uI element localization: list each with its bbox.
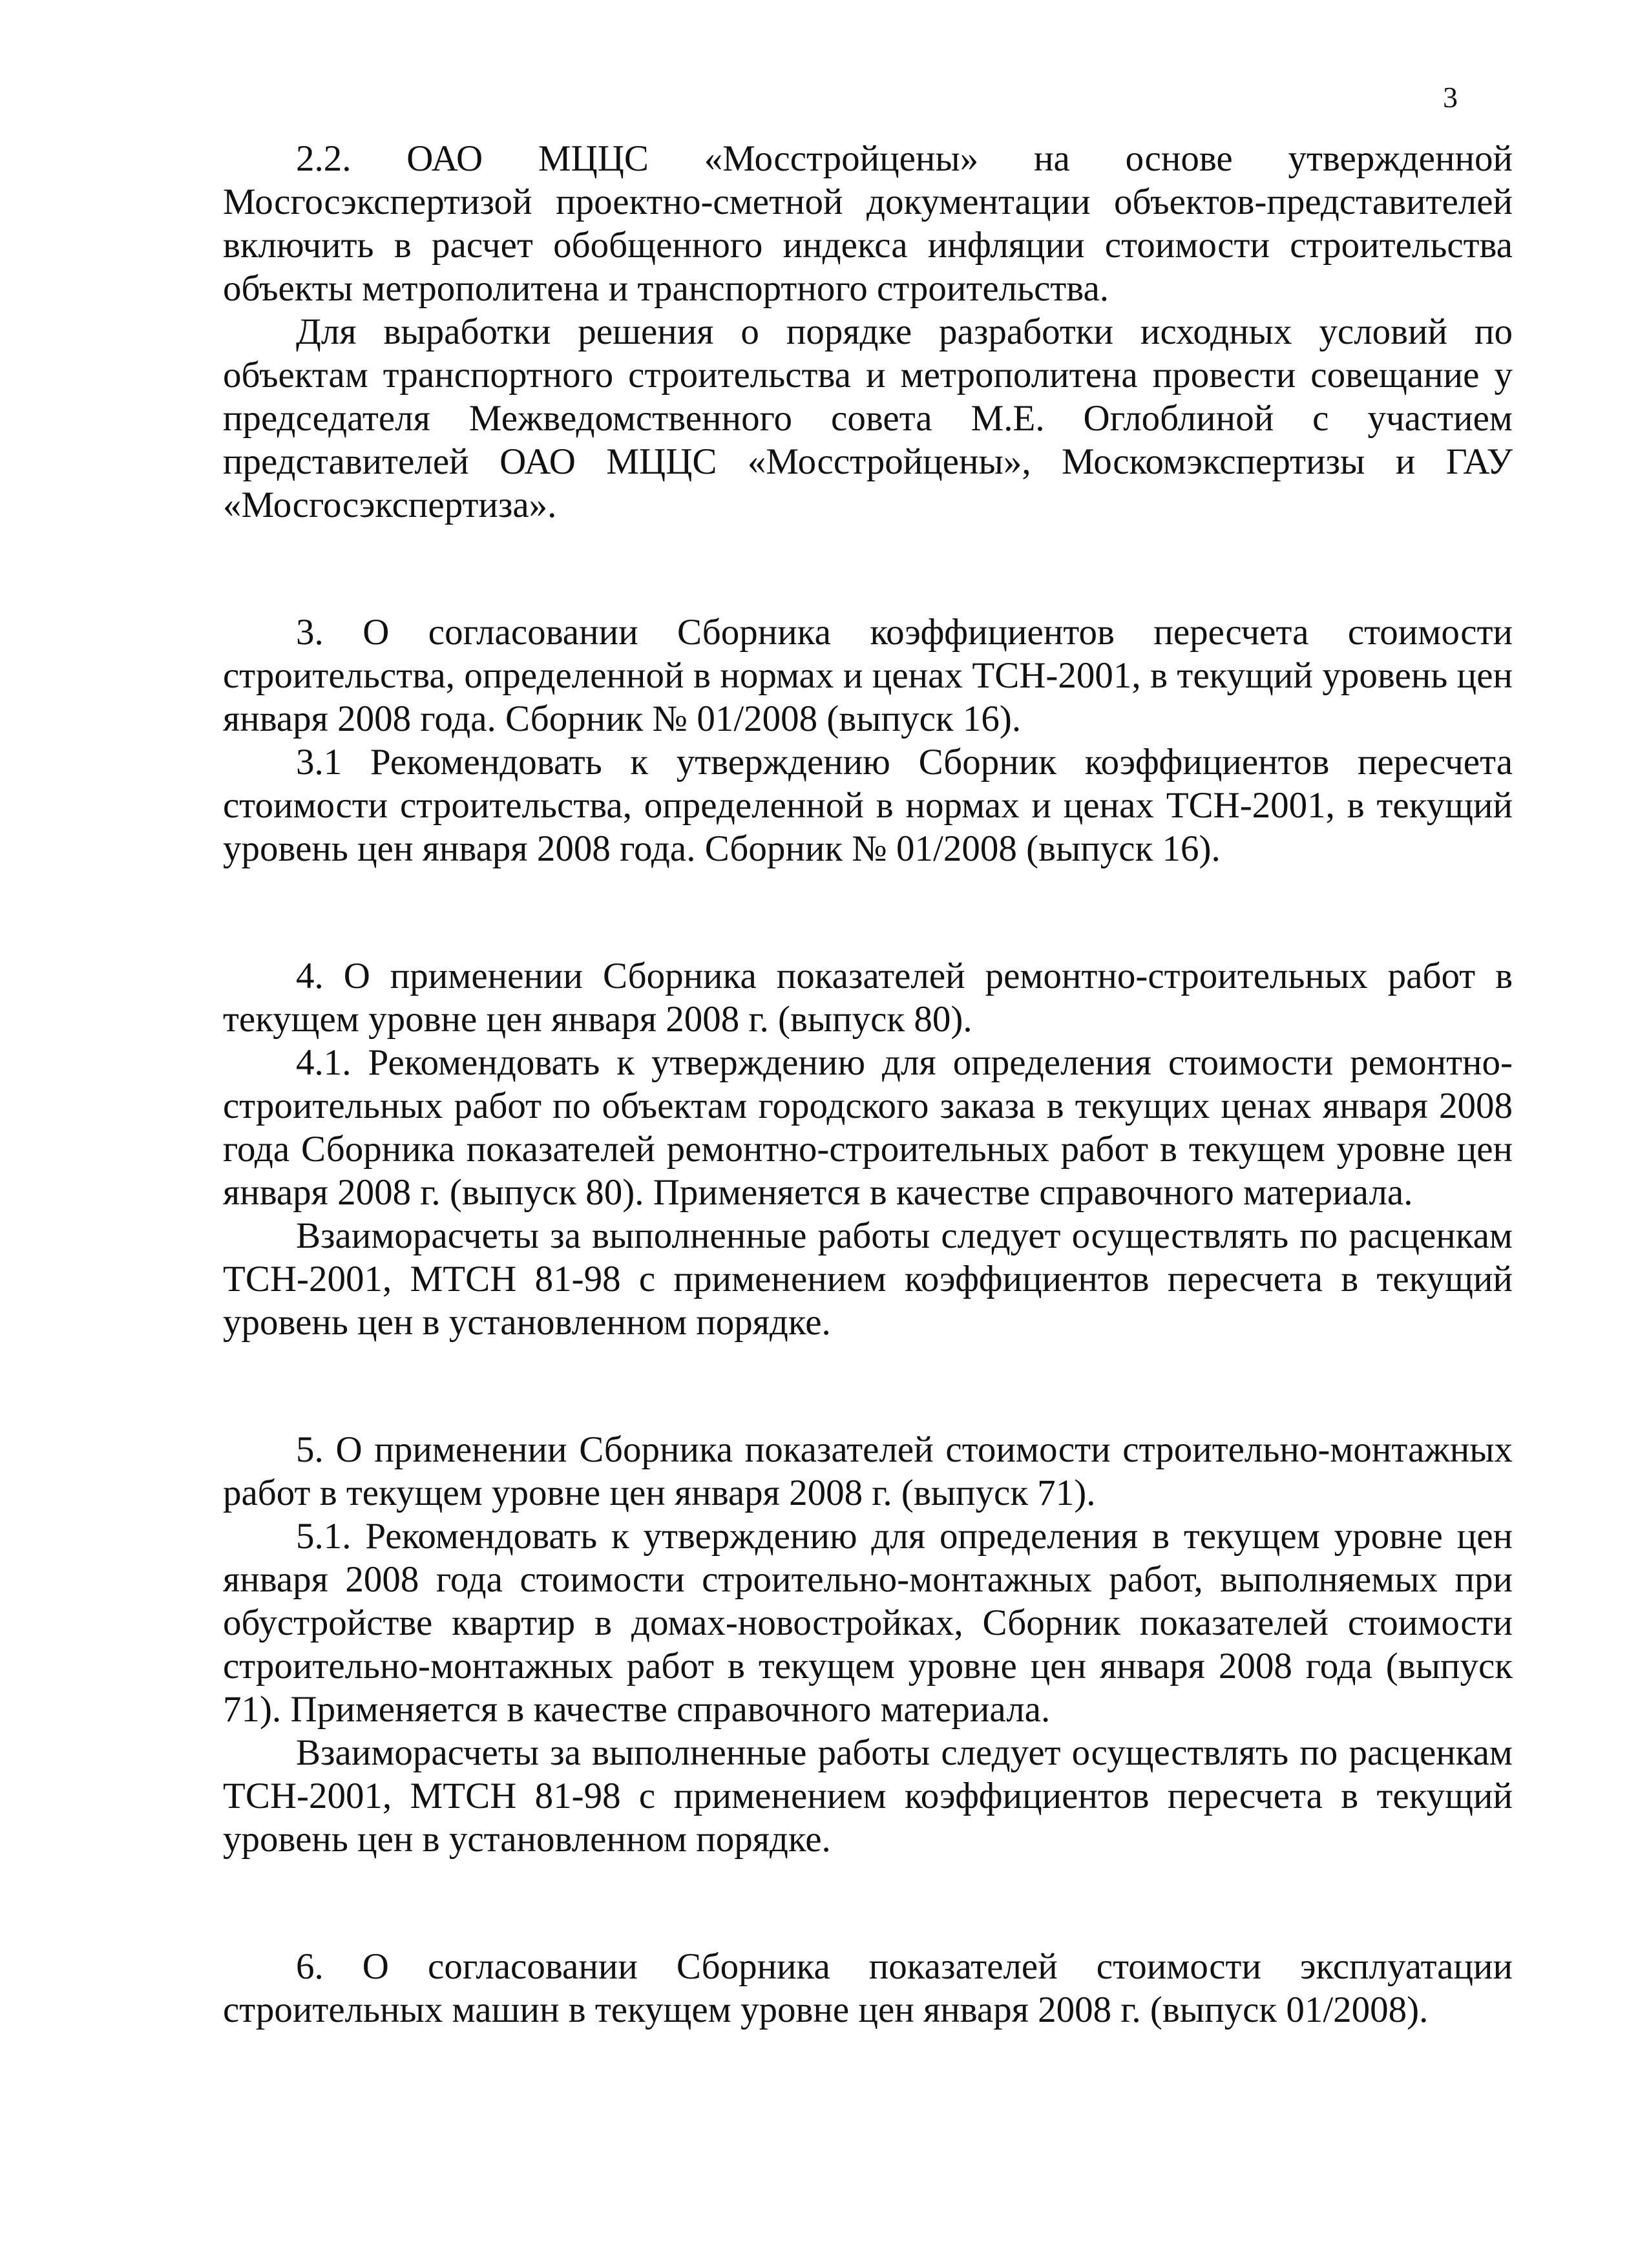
- paragraph: 6. О согласовании Сборника показателей стоимости эксплуатации строительных машин в текущем уровне цен января 2008 г. (выпуск 01/2008).: [223, 1946, 1513, 2030]
- paragraph: 4.1. Рекомендовать к утверждению для определения стоимости ремонтно-строительных работ по объектам городского заказа в текущих ценах января 2008 года Сборника показателей ремонтно-строительных работ в текущем уровне цен января 2008 г. (выпуск 80). Применяется в качестве справочного материала.: [223, 1042, 1513, 1213]
- paragraph: 5.1. Рекомендовать к утверждению для определения в текущем уровне цен января 2008 года стоимости строительно-монтажных работ, выполняемых при обустройстве квартир в домах-новостройках, Сборник показателей стоимости строительно-монтажных работ в текущем уровне цен января 2008 года (выпуск 71). Применяется в качестве справочного материала.: [223, 1516, 1513, 1730]
- section-6: [223, 1945, 1513, 2032]
- paragraph: Взаиморасчеты за выполненные работы следует осуществлять по расценкам ТСН-2001, МТСН 81-98 с применением коэффициентов пересчета в текущий уровень цен в установленном порядке.: [223, 1215, 1513, 1343]
- section-2-2: [223, 137, 1513, 527]
- paragraph: 5. О применении Сборника показателей стоимости строительно-монтажных работ в текущем уровне цен января 2008 г. (выпуск 71).: [223, 1429, 1513, 1513]
- section-5: [223, 1428, 1513, 1861]
- paragraph: 3.1 Рекомендовать к утверждению Сборник коэффициентов пересчета стоимости строительства, определенной в нормах и ценах ТСН-2001, в текущий уровень цен января 2008 года. Сборник № 01/2008 (выпуск 16).: [223, 742, 1513, 869]
- paragraph: 4. О применении Сборника показателей ремонтно-строительных работ в текущем уровне цен января 2008 г. (выпуск 80).: [223, 956, 1513, 1040]
- section-3: [223, 611, 1513, 870]
- section-4: [223, 954, 1513, 1344]
- paragraph: Взаиморасчеты за выполненные работы следует осуществлять по расценкам ТСН-2001, МТСН 81-98 с применением коэффициентов пересчета в текущий уровень цен в установленном порядке.: [223, 1732, 1513, 1860]
- page-number: 3: [1443, 81, 1458, 114]
- paragraph: Для выработки решения о порядке разработки исходных условий по объектам транспортного строительства и метрополитена провести совещание у председателя Межведомственного совета М.Е. Оглоблиной с участием представителей ОАО МЦЦС «Мосстройцены», Москомэкспертизы и ГАУ «Мосгосэкспертиза».: [223, 311, 1513, 525]
- document-body: [223, 137, 1513, 2032]
- paragraph: 2.2. ОАО МЦЦС «Мосстройцены» на основе утвержденной Мосгосэкспертизой проектно-сметной документации объектов-представителей включить в расчет обобщенного индекса инфляции стоимости строительства объекты метрополитена и транспортного строительства.: [223, 138, 1513, 309]
- paragraph: 3. О согласовании Сборника коэффициентов пересчета стоимости строительства, определенной в нормах и ценах ТСН-2001, в текущий уровень цен января 2008 года. Сборник № 01/2008 (выпуск 16).: [223, 612, 1513, 739]
